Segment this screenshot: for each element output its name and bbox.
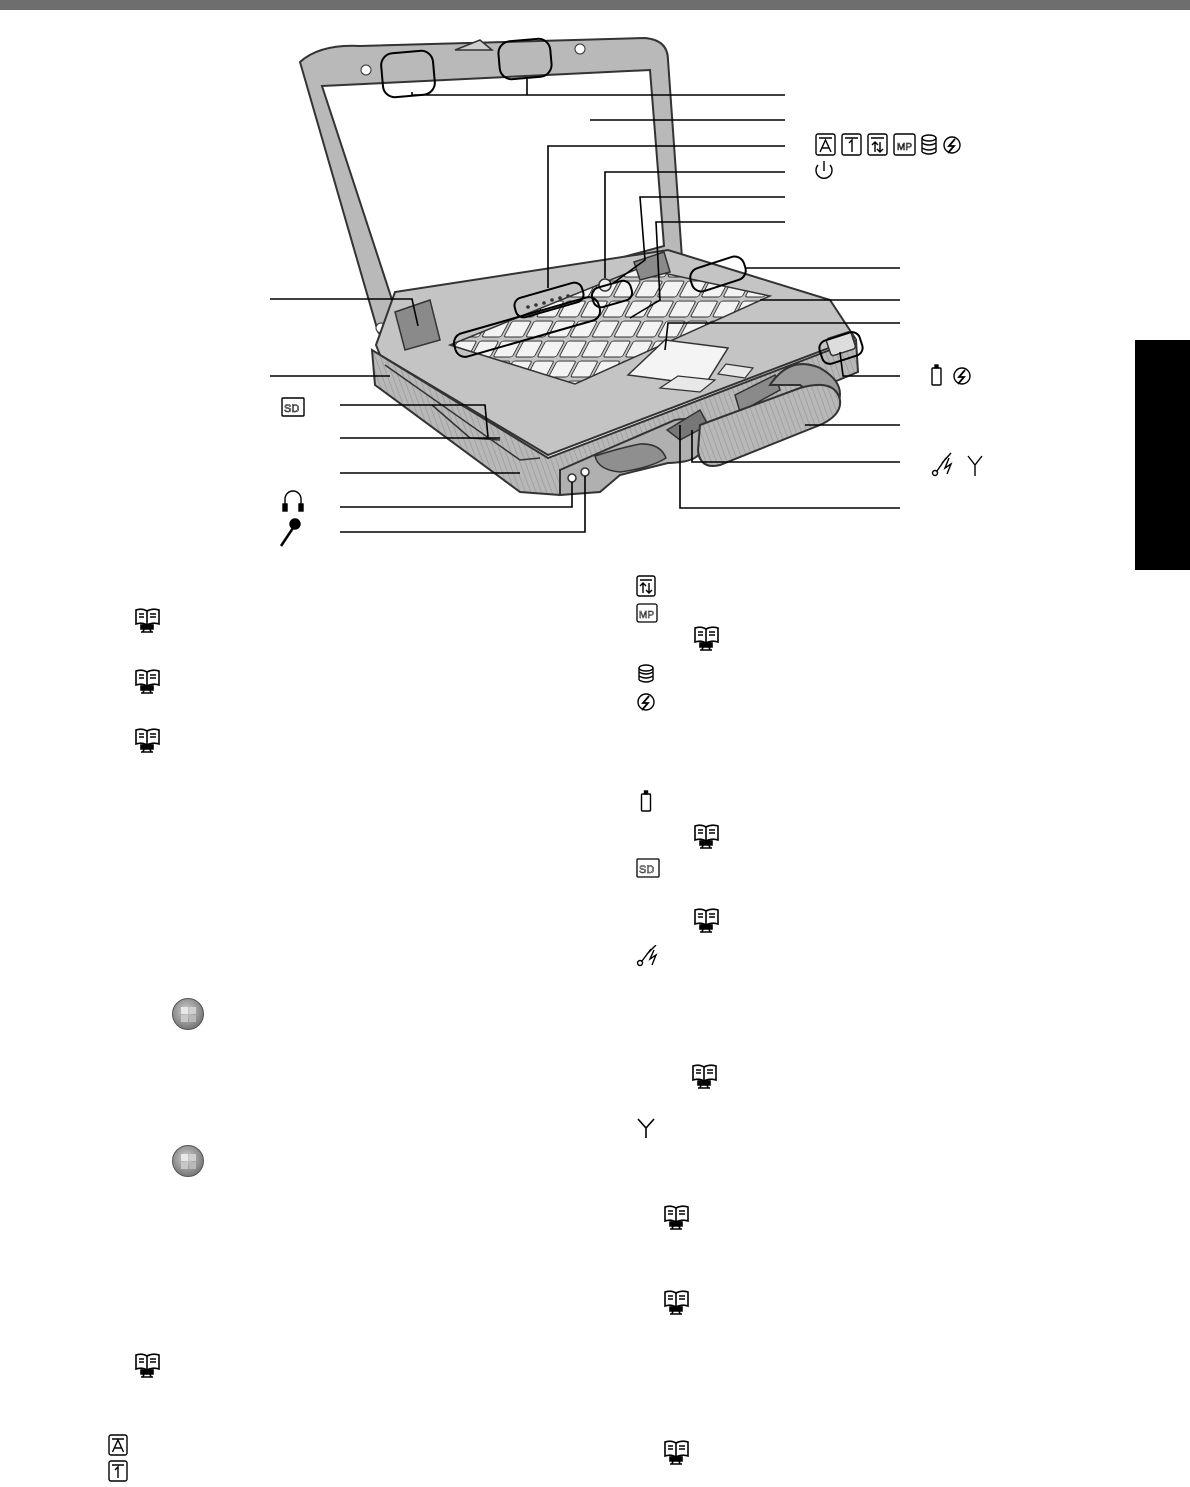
multi-purpose-indicator-icon <box>894 134 915 155</box>
caps-lock-icon <box>108 1434 128 1461</box>
numeric-key-icon <box>108 1460 128 1487</box>
reference-manual-icon <box>133 606 163 634</box>
power-switch-icon <box>816 161 832 178</box>
microphone-icon <box>281 519 300 546</box>
svg-text:SD: SD <box>639 864 655 876</box>
wireless-wan-icon <box>636 1117 656 1144</box>
scroll-lock-icon <box>636 575 656 602</box>
wireless-wan-icon <box>968 456 982 476</box>
reference-manual-icon <box>662 1203 692 1231</box>
multi-purpose-icon <box>636 603 658 628</box>
reference-manual-icon <box>662 1288 692 1316</box>
power-status-icon <box>954 368 970 384</box>
drive-icon <box>637 664 655 689</box>
drive-indicator-icon <box>922 135 936 154</box>
left-callout-icons <box>281 398 304 546</box>
reference-manual-icon <box>133 667 163 695</box>
caps-lock-indicator-icon <box>816 134 835 155</box>
windows-start-icon <box>172 1145 204 1177</box>
reference-manual-icon <box>692 822 722 850</box>
svg-text:MP: MP <box>897 142 912 153</box>
wireless-lan-icon <box>933 453 952 476</box>
reference-manual-icon <box>662 1438 692 1466</box>
wireless-lan-icon <box>636 945 658 972</box>
reference-manual-icon <box>692 906 722 934</box>
reference-manual-icon <box>690 1062 720 1090</box>
battery-status-icon <box>640 790 652 817</box>
windows-start-icon <box>172 998 204 1030</box>
reference-manual-icon <box>133 1351 163 1379</box>
svg-text:SD: SD <box>284 403 300 415</box>
scroll-lock-indicator-icon <box>868 134 887 155</box>
sd-card-icon <box>636 858 660 883</box>
sd-card-icon <box>282 398 304 416</box>
reference-manual-icon <box>133 726 163 754</box>
svg-text:MP: MP <box>639 610 654 621</box>
laptop-illustration <box>0 0 1190 570</box>
power-status-icon <box>636 692 656 717</box>
battery-status-icon <box>932 365 941 385</box>
numeric-key-indicator-icon <box>842 134 861 155</box>
headphone-icon <box>283 491 303 511</box>
reference-manual-icon <box>692 624 722 652</box>
power-status-indicator-icon <box>944 137 960 153</box>
